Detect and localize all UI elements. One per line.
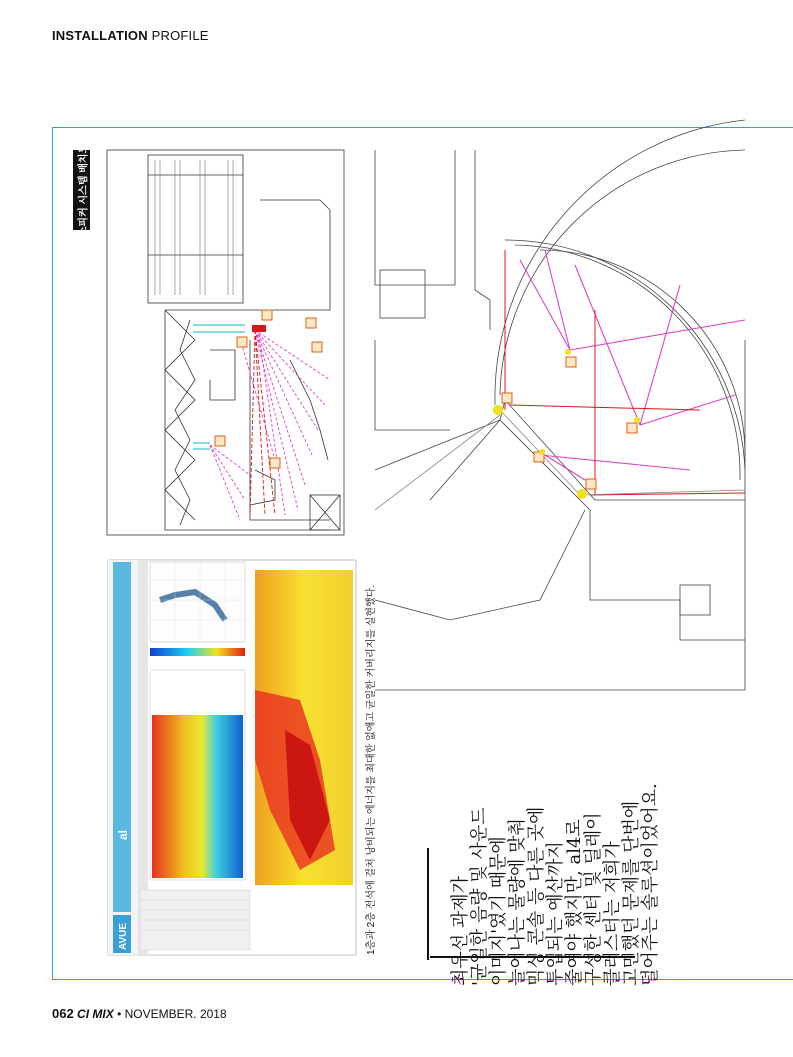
software-brand: al <box>116 829 130 840</box>
plan-drawing <box>375 120 745 690</box>
figure-caption: 1층과 2층 전석에 걸쳐 낭비되는 에너지를 최대한 없애고 균일한 커버리지를 실현했다. <box>366 584 377 955</box>
pull-quote-line: 투입되는 예산까지 <box>545 841 566 986</box>
pull-quote <box>436 746 686 986</box>
software-logo: AVUE <box>118 922 129 950</box>
software-screenshot <box>108 560 356 955</box>
pull-quote-line: 믹싱 콘솔 등 다른 곳에 <box>526 806 547 986</box>
magazine-logo: CI MIX <box>77 1007 114 1021</box>
issue-date: • NOVEMBER. 2018 <box>117 1007 227 1021</box>
plan-grey-lines <box>375 410 745 510</box>
plan-markers <box>502 357 637 489</box>
section-tag: 스피커 시스템 배치도 <box>73 150 90 230</box>
pull-quote-line: '균일한 음량 및 사운드 <box>469 807 490 986</box>
pull-quote-line: 최우선 과제가 <box>450 875 471 986</box>
pull-quote-bar <box>427 848 429 960</box>
page-number: 062 <box>52 1006 74 1021</box>
pull-quote-line: 덜어주는 솔루션이었어요. <box>640 783 661 986</box>
pull-quote-line: 고민했던 문제를 단번에 <box>621 800 642 986</box>
section-red-lines <box>250 330 275 515</box>
pull-quote-line: 클러스터는 저희가 <box>602 841 623 986</box>
pull-quote-line: 이미지'였기 때문에 <box>488 836 509 986</box>
section-header: INSTALLATION PROFILE <box>52 28 209 43</box>
center-cluster-speaker <box>252 325 266 332</box>
pull-quote-line: 줄여야 했지만, al4로 <box>564 819 585 986</box>
page-footer <box>52 1006 227 1021</box>
section-coverage-lines <box>210 330 330 520</box>
section-drawing <box>107 150 344 535</box>
pull-quote-line: 늘어나는 물량에 맞춰 <box>507 818 528 986</box>
plan-magenta-lines <box>520 250 745 480</box>
section-markers <box>215 310 322 468</box>
pull-quote-line: 구성한 센터 및 딜레이 <box>583 812 604 986</box>
